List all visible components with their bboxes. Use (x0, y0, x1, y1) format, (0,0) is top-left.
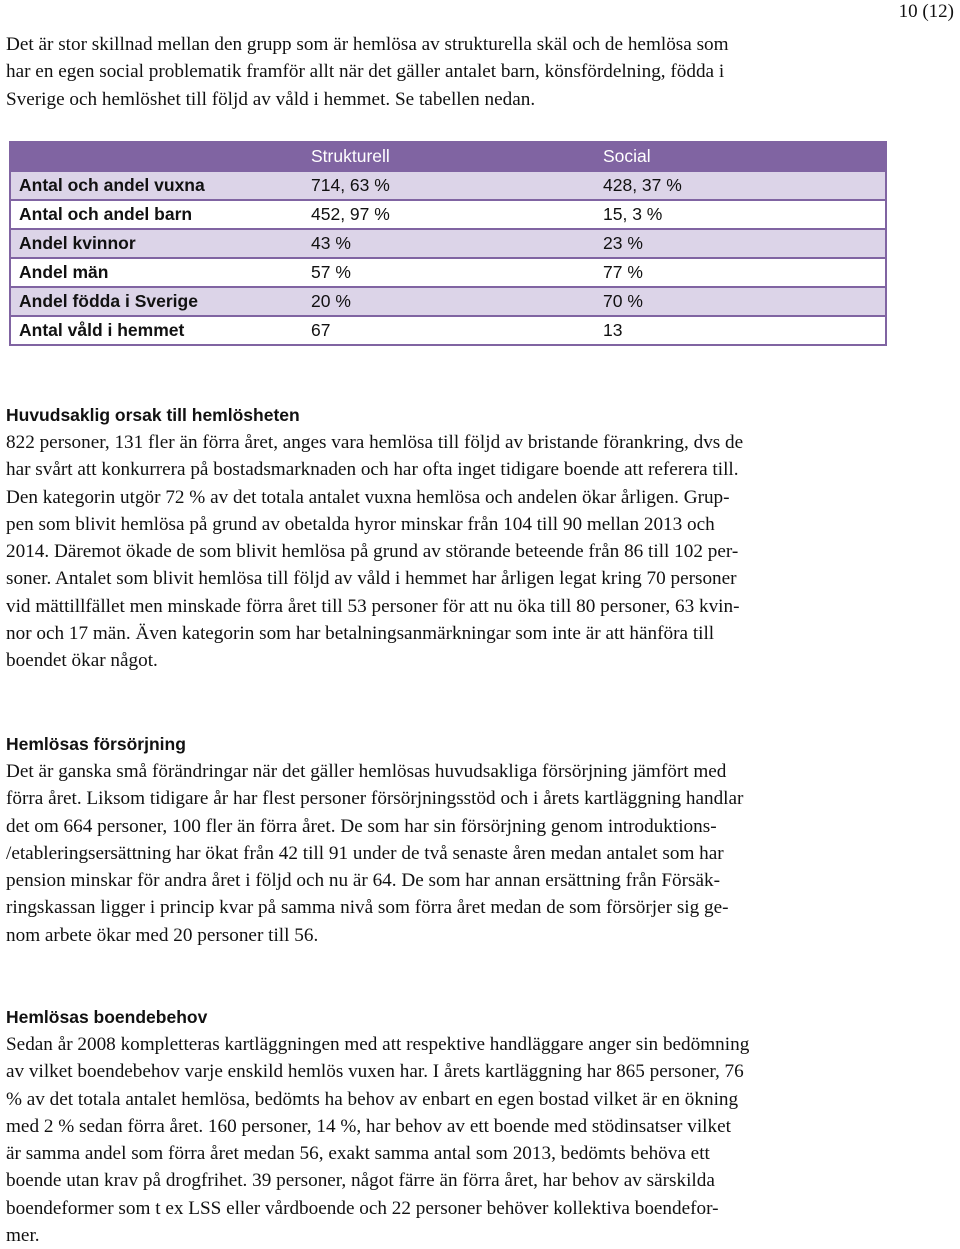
table-row-label: Andel kvinnor (10, 229, 303, 258)
text-line: soner. Antalet som blivit hemlösa till följd av våld i hemmet har årligen legat kring 70 personer (6, 568, 737, 590)
table-row-label: Andel födda i Sverige (10, 287, 303, 316)
table-cell: 13 (595, 316, 886, 345)
table-row (10, 258, 886, 287)
text-line: har svårt att konkurrera på bostadsmarknaden och har ofta inget tidigare boende att referera till. (6, 459, 739, 481)
section-heading: Hemlösas försörjning (6, 734, 186, 754)
table-row (10, 316, 886, 345)
text-line: /etableringsersättning har ökat från 42 till 91 under de två senaste åren medan antalet som har (6, 842, 724, 864)
table-cell: 20 % (303, 287, 595, 316)
text-line: ringskassan ligger i princip kvar på samma nivå som förra året medan de som försörjer sig ge- (6, 897, 729, 919)
text-line: nor och 17 män. Även kategorin som har betalningsanmärkningar som inte är att hänföra till (6, 623, 715, 645)
text-line: mer. (6, 1225, 40, 1247)
table-cell: 15, 3 % (595, 200, 886, 229)
table-cell: 23 % (595, 229, 886, 258)
table-cell: 452, 97 % (303, 200, 595, 229)
table-row-label: Andel män (10, 258, 303, 287)
text-line: har en egen social problematik framför allt när det gäller antalet barn, könsfördelning, födda i (6, 61, 725, 83)
table-cell: 714, 63 % (303, 171, 595, 200)
table-header-cell: Strukturell (303, 142, 595, 171)
table-row-label: Antal våld i hemmet (10, 316, 303, 345)
text-line: boendeformer som t ex LSS eller vårdboende och 22 personer behöver kollektiva boendefor- (6, 1197, 719, 1219)
text-line: % av det totala antalet hemlösa, bedömts ha behov av enbart en egen bostad vilket är en ökning (6, 1088, 739, 1110)
section-heading: Hemlösas boendebehov (6, 1007, 208, 1027)
table-row-label: Antal och andel vuxna (10, 171, 303, 200)
table-cell: 428, 37 % (595, 171, 886, 200)
table-row-label: Antal och andel barn (10, 200, 303, 229)
text-line: det om 664 personer, 100 fler än förra året. De som har sin försörjning genom introduktions- (6, 815, 717, 837)
section-body (6, 429, 878, 675)
page-number: 10 (12) (898, 1, 954, 22)
text-line: förra året. Liksom tidigare år har flest personer försörjningsstöd och i årets kartläggning handlar (6, 788, 744, 810)
text-line: 2014. Däremot ökade de som blivit hemlösa på grund av störande beteende från 86 till 102 per- (6, 541, 739, 563)
text-line: nom arbete ökar med 20 personer till 56. (6, 924, 319, 946)
text-line: pension minskar för andra året i följd och nu är 64. De som har annan ersättning från Försäk- (6, 870, 720, 892)
text-line: boendet ökar något. (6, 650, 158, 672)
text-line: Sverige och hemlöshet till följd av våld i hemmet. Se tabellen nedan. (6, 88, 536, 110)
text-line: av vilket boendebehov varje enskild hemlös vuxen har. I årets kartläggning har 865 personer, 76 (6, 1061, 744, 1083)
table-cell: 77 % (595, 258, 886, 287)
section-body (6, 1031, 878, 1249)
table-row (10, 200, 886, 229)
text-line: boende utan krav på drogfrihet. 39 personer, något färre än förra året, har behov av särskilda (6, 1170, 715, 1192)
table-cell: 67 (303, 316, 595, 345)
intro-paragraph (6, 31, 878, 113)
section-body (6, 758, 878, 949)
text-line: 822 personer, 131 fler än förra året, anges vara hemlösa till följd av bristande förankring, dvs de (6, 432, 744, 453)
table-header-row (10, 142, 886, 171)
section-boendebehov (6, 1004, 878, 1249)
text-line: Den kategorin utgör 72 % av det totala antalet vuxna hemlösa och andelen ökar årligen. Grup- (6, 486, 730, 508)
table-cell: 43 % (303, 229, 595, 258)
text-line: med 2 % sedan förra året. 160 personer, 14 %, har behov av ett boende med stödinsatser vilket (6, 1115, 731, 1137)
table-row (10, 229, 886, 258)
text-line: Det är stor skillnad mellan den grupp som är hemlösa av strukturella skäl och de hemlösa som (6, 34, 729, 55)
table-row (10, 287, 886, 316)
table-cell: 57 % (303, 258, 595, 287)
section-heading: Huvudsaklig orsak till hemlösheten (6, 405, 300, 425)
text-line: Sedan år 2008 kompletteras kartläggningen med att respektive handläggare anger sin bedömning (6, 1034, 750, 1055)
comparison-table (9, 141, 887, 346)
text-line: Det är ganska små förändringar när det gäller hemlösas huvudsakliga försörjning jämfört med (6, 761, 727, 782)
text-line: pen som blivit hemlösa på grund av obetalda hyror minskar från 104 till 90 mellan 2013 och (6, 513, 715, 535)
table-header-cell (10, 142, 303, 171)
section-forsorjning (6, 731, 878, 949)
table-cell: 70 % (595, 287, 886, 316)
text-line: är samma andel som förra året medan 56, exakt samma antal som 2013, bedömts behöva ett (6, 1143, 710, 1165)
section-huvudsaklig-orsak (6, 402, 878, 675)
text-line: vid mättillfället men minskade förra året till 53 personer för att nu öka till 80 personer, 63 kvin- (6, 595, 740, 617)
table-row (10, 171, 886, 200)
table-header-cell: Social (595, 142, 886, 171)
